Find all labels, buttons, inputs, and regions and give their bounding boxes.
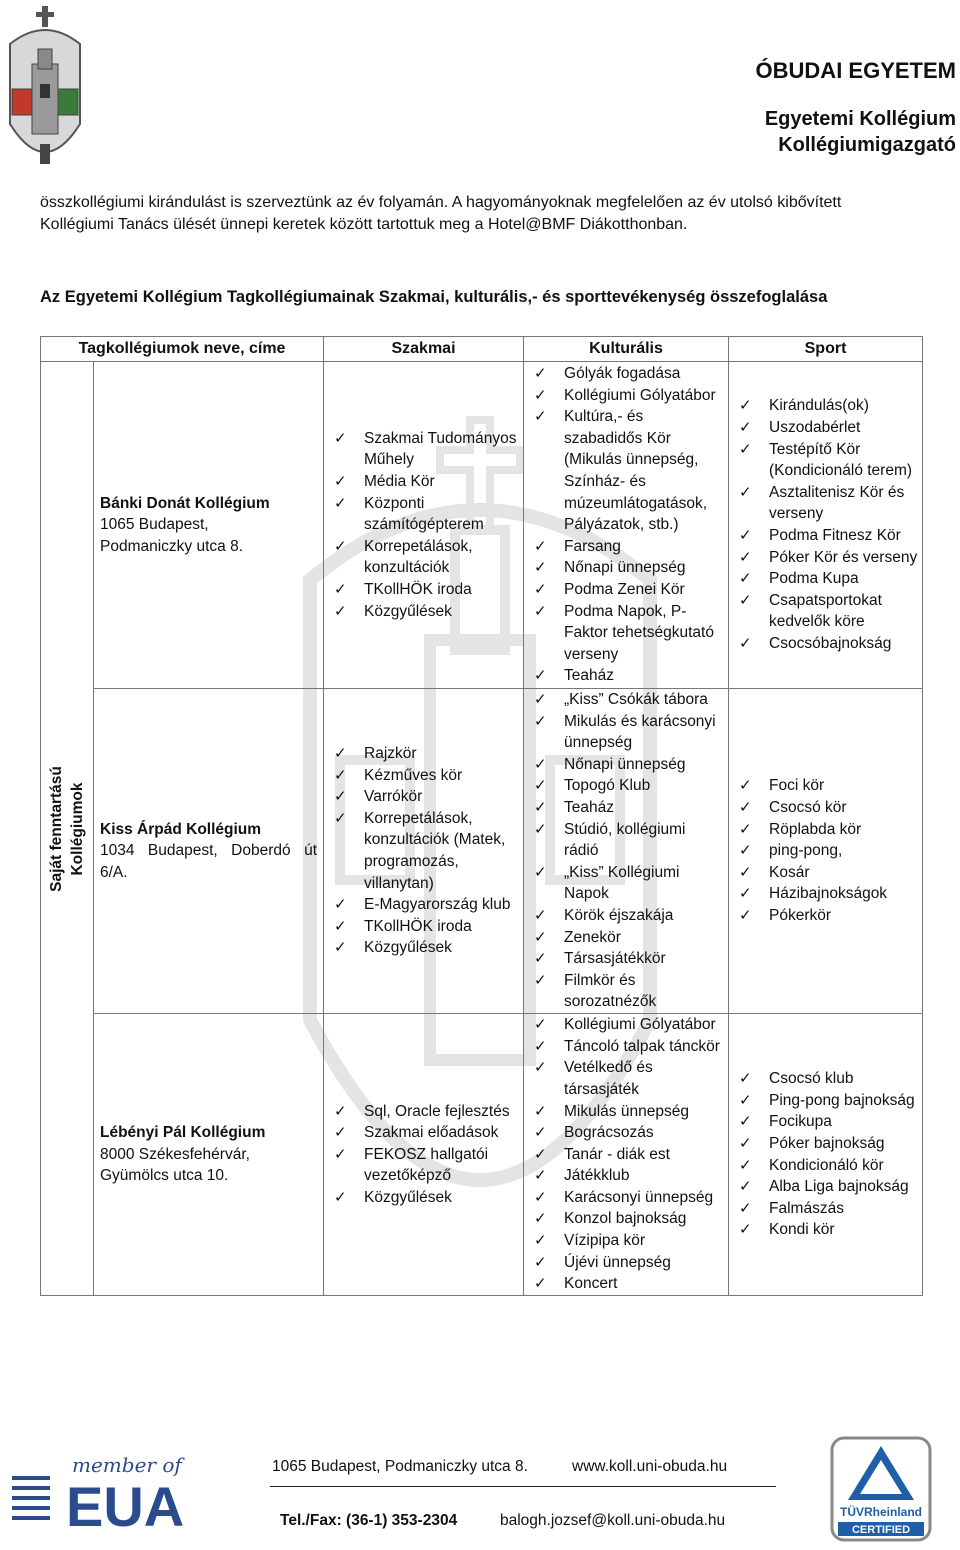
checklist-item [739,633,918,655]
checklist-item [739,547,918,569]
checkmark-icon: ✓ [739,863,752,881]
checkmark-icon: ✓ [534,559,547,577]
checklist-item [334,1187,519,1209]
intro-line: összkollégiumi kirándulást is szerveztünk az év folyamán. A hagyományoknak megfelelően az év utolsó kibővített [40,194,842,211]
sport-list [729,395,922,654]
checklist-item [739,525,918,547]
checklist-item [534,970,724,1013]
checklist-item [534,797,724,819]
checklist-item-text: Vetélkedő és társasjáték [564,1059,653,1098]
checklist-item [739,1068,918,1090]
footer-email-link[interactable]: balogh.jozsef@koll.uni-obuda.hu [500,1512,726,1529]
checklist-item [334,1101,519,1123]
checkmark-icon: ✓ [534,1210,547,1228]
checklist-item-text: Karácsonyi ünnepség [564,1188,714,1206]
header-sport: Sport [729,337,923,362]
checkmark-icon: ✓ [534,1102,547,1120]
checklist-item-text: Társasjátékkör [564,950,666,968]
checklist-item-text: Alba Liga bajnokság [769,1178,909,1196]
checklist-item-text: Ping-pong bajnokság [769,1091,915,1109]
checkmark-icon: ✓ [334,473,347,491]
checklist-item [334,428,519,471]
checkmark-icon: ✓ [739,570,752,588]
sport-cell [729,689,923,1014]
checklist-item-text: Póker Kör és verseny [769,548,918,566]
checklist-item [334,579,519,601]
checkmark-icon: ✓ [334,494,347,512]
checklist-item [534,1122,724,1144]
checklist-item [334,601,519,623]
checklist-item-text: Falmászás [769,1199,844,1217]
checklist-item [534,819,724,862]
checkmark-icon: ✓ [739,1178,752,1196]
header-szakmai: Szakmai [324,337,524,362]
checkmark-icon: ✓ [739,634,752,652]
checklist-item [534,905,724,927]
checklist-item [334,937,519,959]
checkmark-icon: ✓ [739,1199,752,1217]
checkmark-icon: ✓ [739,1134,752,1152]
checklist-item-text: Farsang [564,537,621,555]
checklist-item-text: Asztalitenisz Kör és verseny [769,483,905,523]
szakmai-list [324,428,523,622]
checkmark-icon: ✓ [739,1113,752,1131]
group-label [46,766,88,892]
checklist-item-text: Kollégiumi Gólyatábor [564,386,716,404]
checklist-item-text: Konzol bajnokság [564,1210,687,1228]
checkmark-icon: ✓ [334,602,347,620]
kulturalis-list [524,689,728,1013]
checklist-item [334,1144,519,1187]
szakmai-cell [324,362,524,689]
group-label-line: Saját fenntartású [48,765,65,892]
checkmark-icon: ✓ [334,939,347,957]
kulturalis-cell [524,362,729,689]
szakmai-cell [324,689,524,1014]
checkmark-icon: ✓ [534,1037,547,1055]
checklist-item-text: Foci kör [769,777,825,795]
checklist-item-text: Mikulás ünnepség [564,1102,689,1120]
checklist-item [739,1219,918,1241]
checklist-item [334,808,519,894]
section-title: Az Egyetemi Kollégium Tagkollégiumainak Szakmai, kulturális,- és sporttevékenység összefoglalása [40,288,828,306]
checklist-item [739,417,918,439]
header-kulturalis: Kulturális [524,337,729,362]
dorm-address: 6/A. [100,863,128,881]
tuv-brand-text: TÜVRheinland [839,1505,923,1519]
checklist-item-text: Mikulás és karácsonyi ünnepség [564,712,716,752]
kulturalis-cell [524,689,729,1014]
footer-divider [270,1486,776,1487]
table-row [41,689,923,1014]
checkmark-icon: ✓ [534,971,547,989]
checklist-item [534,754,724,776]
dorm-name: Bánki Donát Kollégium [100,494,270,512]
sport-cell [729,362,923,689]
checkmark-icon: ✓ [334,745,347,763]
checkmark-icon: ✓ [334,766,347,784]
checklist-item-text: Filmkör és sorozatnézők [564,971,657,1011]
dorm-address: Gyümölcs utca 10. [100,1167,229,1185]
checklist-item [534,1273,724,1295]
checklist-item [334,916,519,938]
footer-address: 1065 Budapest, Podmaniczky utca 8. [272,1458,528,1475]
checkmark-icon: ✓ [334,1188,347,1206]
checkmark-icon: ✓ [739,397,752,415]
checkmark-icon: ✓ [534,386,547,404]
checklist-item [334,894,519,916]
checkmark-icon: ✓ [739,842,752,860]
checkmark-icon: ✓ [739,1156,752,1174]
checklist-item [739,883,918,905]
checkmark-icon: ✓ [739,419,752,437]
checklist-item [534,1208,724,1230]
checkmark-icon: ✓ [739,906,752,924]
checklist-item [534,1101,724,1123]
checklist-item-text: Focikupa [769,1113,832,1131]
dorm-name: Lébényi Pál Kollégium [100,1124,266,1142]
tuv-cert-text: CERTIFIED [851,1524,911,1536]
szakmai-cell [324,1014,524,1296]
footer-tel: Tel./Fax: (36-1) 353-2304 [280,1512,458,1529]
dorm-cell [94,362,324,689]
checkmark-icon: ✓ [534,408,547,426]
checkmark-icon: ✓ [534,1167,547,1185]
checklist-item-text: Kosár [769,863,810,881]
checkmark-icon: ✓ [334,580,347,598]
checklist-item [739,775,918,797]
szakmai-list [324,743,523,959]
checkmark-icon: ✓ [534,799,547,817]
checkmark-icon: ✓ [739,483,752,501]
kulturalis-list [524,363,728,687]
checklist-item-text: Csocsó kör [769,799,847,817]
checkmark-icon: ✓ [534,950,547,968]
checklist-item [534,775,724,797]
checklist-item-text: Szakmai Tudományos Műhely [364,429,517,469]
checkmark-icon: ✓ [534,1145,547,1163]
checklist-item-text: Közgyűlések [364,602,452,620]
checklist-item-text: Házibajnokságok [769,885,888,903]
intro-line: Kollégiumi Tanács ülését ünnepi keretek között tartottuk meg a Hotel@BMF Diákotthonban. [40,216,688,233]
checklist-item [334,471,519,493]
checklist-item-text: Közgyűlések [364,939,452,957]
checklist-item-text: Bográcsozás [564,1124,654,1142]
checklist-item-text: Központi számítógépterem [364,494,484,534]
dorm-cell [94,689,324,1014]
kulturalis-list [524,1014,728,1295]
checklist-item [534,1036,724,1058]
checklist-item-text: Csocsóbajnokság [769,634,892,652]
checklist-item-text: Csocsó klub [769,1070,854,1088]
checkmark-icon: ✓ [739,1091,752,1109]
checklist-item [739,797,918,819]
checkmark-icon: ✓ [534,906,547,924]
checklist-item-text: Vízipipa kör [564,1232,645,1250]
checklist-item-text: Koncert [564,1275,618,1293]
checklist-item-text: Topogó Klub [564,777,651,795]
eua-top-text: member of [72,1453,182,1477]
checklist-item [534,363,724,385]
checklist-item-text: Szakmai előadások [364,1124,499,1142]
checkmark-icon: ✓ [534,1253,547,1271]
checklist-item-text: Játékklub [564,1167,630,1185]
checkmark-icon: ✓ [534,1188,547,1206]
checkmark-icon: ✓ [534,777,547,795]
checklist-item [739,840,918,862]
checklist-item [739,1111,918,1133]
checklist-item-text: E-Magyarország klub [364,896,511,914]
checklist-item [739,905,918,927]
checkmark-icon: ✓ [334,537,347,555]
kulturalis-cell [524,1014,729,1296]
dorm-name: Kiss Árpád Kollégium [100,820,262,838]
checklist-item [739,819,918,841]
checkmark-icon: ✓ [739,1221,752,1239]
university-crest-logo [2,4,88,180]
checkmark-icon: ✓ [334,429,347,447]
checkmark-icon: ✓ [739,527,752,544]
table-row [41,362,923,689]
checklist-item [534,557,724,579]
checkmark-icon: ✓ [534,691,547,709]
eua-member-logo [10,1448,190,1536]
checklist-item-text: Pókerkör [769,906,832,924]
checklist-item-text: Póker bajnokság [769,1134,885,1152]
checkmark-icon: ✓ [334,788,347,806]
checklist-item-text: Teaház [564,667,614,685]
checklist-item [534,1057,724,1100]
checklist-item-text: Nőnapi ünnepség [564,559,686,577]
tuv-certified-logo [830,1436,932,1542]
checklist-item-text: Kultúra,- és szabadidős Kör (Mikulás ünnepség, Színház- és múzeumlátogatások, Pályázatok, stb.) [564,408,708,534]
checkmark-icon: ✓ [739,820,752,838]
checklist-item [739,482,918,525]
checkmark-icon: ✓ [334,917,347,935]
checkmark-icon: ✓ [334,1145,347,1163]
checklist-item [739,1090,918,1112]
checklist-item-text: Újévi ünnepség [564,1253,671,1271]
checklist-item [534,711,724,754]
checkmark-icon: ✓ [534,820,547,838]
checklist-item [739,1155,918,1177]
checklist-item-text: Podma Fitnesz Kör [769,527,901,544]
group-label-cell [41,362,94,1296]
checklist-item [739,568,918,590]
checklist-item [534,1252,724,1274]
checkmark-icon: ✓ [739,440,752,458]
checkmark-icon: ✓ [534,1232,547,1250]
checklist-item [334,765,519,787]
checkmark-icon: ✓ [534,537,547,555]
checklist-item-text: Kondi kör [769,1221,835,1239]
checklist-item-text: Zenekör [564,928,621,946]
checkmark-icon: ✓ [739,1070,752,1088]
checkmark-icon: ✓ [534,1059,547,1077]
checkmark-icon: ✓ [534,580,547,598]
checklist-item-text: Kondicionáló kör [769,1156,884,1174]
checkmark-icon: ✓ [534,602,547,620]
dorm-address: 1065 Budapest, [100,516,209,534]
header-name: Tagkollégiumok neve, címe [41,337,324,362]
group-label-line: Kollégiumok [69,781,86,876]
checklist-item-text: Sql, Oracle fejlesztés [364,1102,510,1120]
eua-main-text: EUA [66,1475,185,1536]
checkmark-icon: ✓ [534,1275,547,1293]
table-row [41,1014,923,1296]
checkmark-icon: ✓ [534,928,547,946]
checkmark-icon: ✓ [534,1016,547,1034]
table-header-row [41,337,923,362]
checklist-item-text: Gólyák fogadása [564,365,681,383]
checklist-item-text: Csapatsportokat kedvelők köre [769,591,882,631]
checklist-item [534,927,724,949]
checklist-item-text: Testépítő Kör (Kondicionáló terem) [769,440,913,480]
checklist-item-text: Podma Napok, P-Faktor tehetségkutató verseny [564,602,714,663]
checkmark-icon: ✓ [534,667,547,685]
checklist-item [534,689,724,711]
checklist-item-text: „Kiss” Csókák tábora [564,691,708,709]
checklist-item-text: Média Kör [364,473,435,491]
checklist-item [534,948,724,970]
activities-table [40,336,923,1296]
checklist-item [534,862,724,905]
checklist-item [739,862,918,884]
checklist-item-text: Tanár - diák est [564,1145,670,1163]
checklist-item-text: ping-pong, [769,842,843,860]
checkmark-icon: ✓ [534,365,547,383]
checklist-item-text: Közgyűlések [364,1188,452,1206]
szakmai-list [324,1101,523,1209]
checklist-item-text: „Kiss” Kollégiumi Napok [564,863,680,903]
checklist-item-text: TKollHÖK iroda [364,917,472,935]
checkmark-icon: ✓ [334,896,347,914]
checkmark-icon: ✓ [334,809,347,827]
checklist-item-text: Korrepetálások, konzultációk [364,537,473,577]
checkmark-icon: ✓ [534,863,547,881]
checklist-item-text: Podma Zenei Kör [564,580,685,598]
checklist-item-text: Kollégiumi Gólyatábor [564,1016,716,1034]
checklist-item [334,786,519,808]
checklist-item-text: Teaház [564,799,614,817]
checklist-item-text: TKollHÖK iroda [364,580,472,598]
checkmark-icon: ✓ [739,777,752,795]
checklist-item-text: Kirándulás(ok) [769,397,869,415]
checklist-item-text: FEKOSZ hallgatói vezetőképző [364,1145,489,1185]
checklist-item-text: Kézműves kör [364,766,463,784]
checklist-item [534,385,724,407]
checklist-item-text: Uszodabérlet [769,419,861,437]
checkmark-icon: ✓ [739,591,752,609]
checklist-item-text: Nőnapi ünnepség [564,755,686,773]
checklist-item-text: Körök éjszakája [564,906,674,924]
checkmark-icon: ✓ [534,1124,547,1142]
checklist-item-text: Táncoló talpak tánckör [564,1037,720,1055]
unit-name: Egyetemi Kollégium [764,108,956,130]
directorate-name: Kollégiumigazgató [778,134,956,156]
checklist-item-text: Korrepetálások, konzultációk (Matek, programozás, villanytan) [364,809,506,892]
checklist-item-text: Stúdió, kollégiumi rádió [564,820,686,860]
checklist-item-text: Röplabda kör [769,820,862,838]
sport-list [729,775,922,926]
checklist-item-text: Podma Kupa [769,570,859,588]
checkmark-icon: ✓ [739,885,752,903]
dorm-address: 8000 Székesfehérvár, [100,1145,250,1163]
dorm-address: 1034 Budapest, Doberdó út [100,842,318,860]
checklist-item [534,406,724,536]
checkmark-icon: ✓ [739,799,752,817]
checklist-item-text: Rajzkör [364,745,417,763]
checklist-item-text: Varrókör [364,788,423,806]
checklist-item [334,536,519,579]
university-name: ÓBUDAI EGYETEM [755,58,956,83]
checklist-item [534,579,724,601]
sport-list [729,1068,922,1241]
checklist-item [334,743,519,765]
checkmark-icon: ✓ [334,1124,347,1142]
footer-web-link[interactable]: www.koll.uni-obuda.hu [572,1458,728,1475]
intro-paragraph [40,192,922,236]
checklist-item [739,1198,918,1220]
checklist-item [534,601,724,666]
checkmark-icon: ✓ [534,712,547,730]
sport-cell [729,1014,923,1296]
checklist-item [739,1176,918,1198]
checklist-item [739,439,918,482]
checklist-item [534,665,724,687]
checkmark-icon: ✓ [739,548,752,566]
checklist-item [534,1165,724,1187]
checklist-item [739,1133,918,1155]
dorm-address: Podmaniczky utca 8. [100,537,244,555]
checklist-item [534,1014,724,1036]
checklist-item [534,1144,724,1166]
checklist-item [739,395,918,417]
checklist-item [534,536,724,558]
checklist-item [739,590,918,633]
dorm-cell [94,1014,324,1296]
checklist-item [534,1187,724,1209]
checkmark-icon: ✓ [334,1102,347,1120]
checkmark-icon: ✓ [534,755,547,773]
checklist-item [534,1230,724,1252]
checklist-item [334,1122,519,1144]
checklist-item [334,493,519,536]
